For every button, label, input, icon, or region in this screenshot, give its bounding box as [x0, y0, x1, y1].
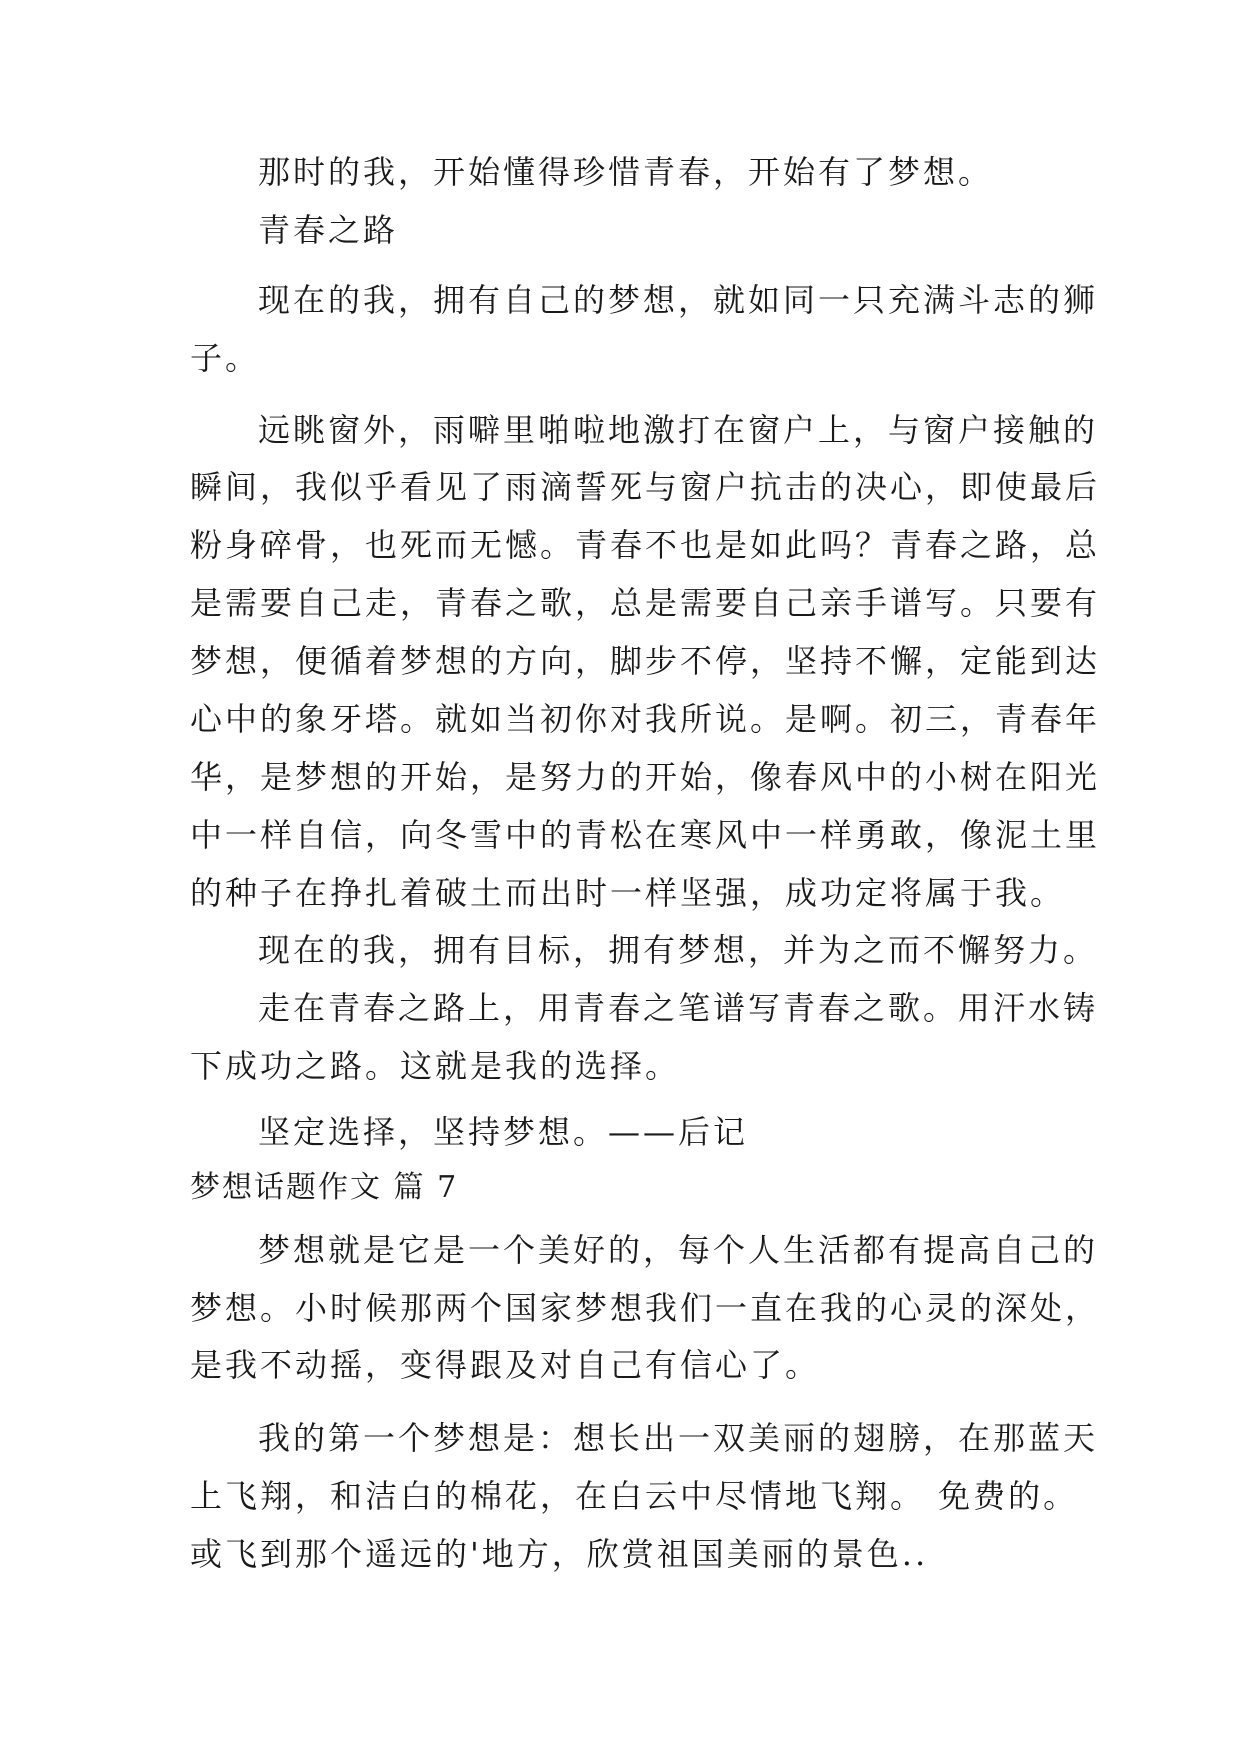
paragraph-line: 是我不动摇，变得跟及对自己有信心了。	[190, 1346, 821, 1384]
paragraph-line: 梦想。小时候那两个国家梦想我们一直在我的心灵的深处，	[190, 1289, 1101, 1327]
paragraph-line: 或飞到那个遥远的'地方，欣赏祖国美丽的景色..	[190, 1535, 929, 1573]
paragraph-line: 心中的象牙塔。就如当初你对我所说。是啊。初三，青春年	[190, 700, 1101, 738]
paragraph-line: 梦想，便循着梦想的方向，脚步不停，坚持不懈，定能到达	[190, 642, 1101, 680]
paragraph-line: 中一样自信，向冬雪中的青松在寒风中一样勇敢，像泥土里	[190, 816, 1101, 854]
paragraph-line: 我的第一个梦想是：想长出一双美丽的翅膀，在那蓝天	[258, 1419, 1099, 1457]
paragraph-line: 是需要自己走，青春之歌，总是需要自己亲手谱写。只要有	[190, 584, 1101, 622]
paragraph-line: 走在青春之路上，用青春之笔谱写青春之歌。用汗水铸	[258, 989, 1099, 1027]
paragraph-line: 坚定选择，坚持梦想。——后记	[258, 1113, 749, 1151]
paragraph-line: 上飞翔，和洁白的棉花，在白云中尽情地飞翔。 免费的。	[190, 1477, 1079, 1515]
paragraph-line: 的种子在挣扎着破土而出时一样坚强，成功定将属于我。	[190, 874, 1066, 912]
paragraph-line: 现在的我，拥有目标，拥有梦想，并为之而不懈努力。	[258, 931, 1099, 969]
paragraph-line: 远眺窗外，雨噼里啪啦地激打在窗户上，与窗户接触的	[258, 411, 1099, 449]
paragraph-line: 子。	[190, 339, 261, 377]
paragraph-line: 梦想就是它是一个美好的，每个人生活都有提高自己的	[258, 1231, 1099, 1269]
paragraph-line: 粉身碎骨，也死而无憾。青春不也是如此吗？青春之路，总	[190, 526, 1101, 564]
paragraph-line: 瞬间，我似乎看见了雨滴誓死与窗户抗击的决心，即使最后	[190, 468, 1101, 506]
paragraph-line: 华，是梦想的开始，是努力的开始，像春风中的小树在阳光	[190, 758, 1101, 796]
paragraph-line: 那时的我，开始懂得珍惜青春，开始有了梦想。	[258, 153, 994, 191]
section-subtitle: 青春之路	[258, 211, 399, 249]
section-heading: 梦想话题作文 篇 7	[190, 1170, 459, 1205]
paragraph-line: 下成功之路。这就是我的选择。	[190, 1047, 681, 1085]
paragraph-line: 现在的我，拥有自己的梦想，就如同一只充满斗志的狮	[258, 281, 1099, 319]
